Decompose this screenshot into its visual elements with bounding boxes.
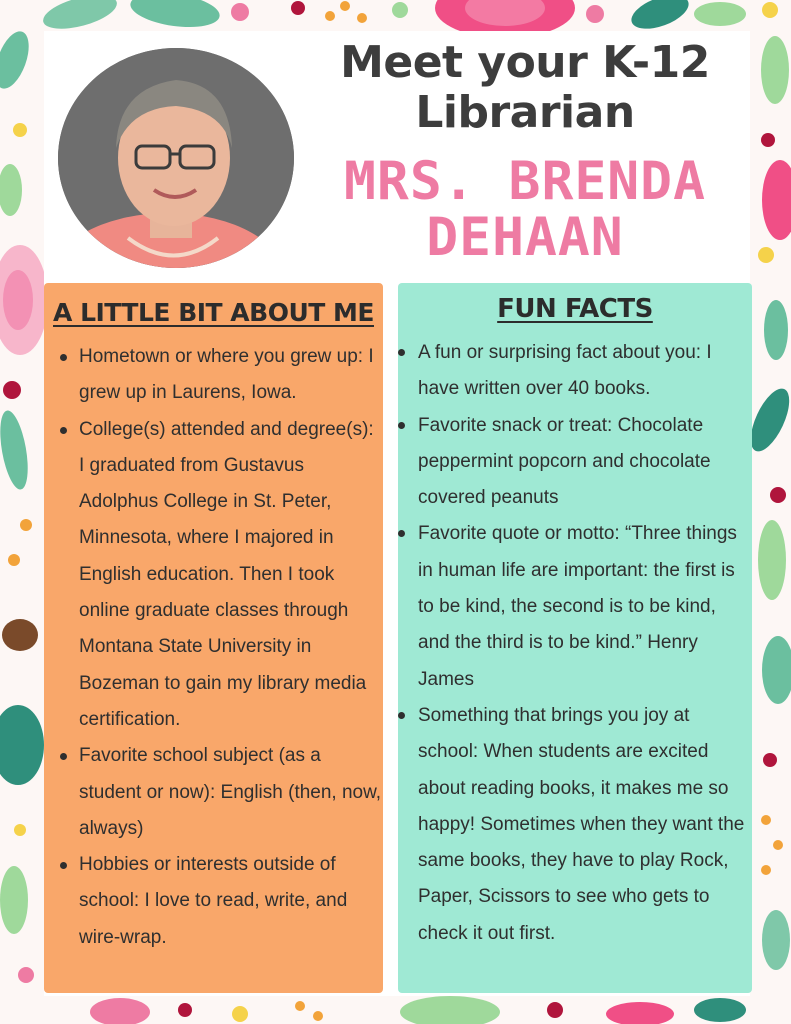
list-item: Hometown or where you grew up: I grew up in Laurens, Iowa. (54, 339, 382, 412)
fun-facts-list (398, 335, 752, 952)
list-item: Favorite school subject (as a student or now): English (then, now, always) (54, 738, 382, 847)
fun-facts-heading: FUN FACTS (497, 294, 653, 324)
list-item: College(s) attended and degree(s): I graduated from Gustavus Adolphus College in St. Peter, Minnesota, where I majored in English education. Then I took online graduate classes through Montana State University in Bozeman to gain my library media certification. (54, 412, 382, 739)
about-me-list (54, 339, 382, 956)
about-me-panel (44, 283, 383, 993)
name-line-2: DEHAAN (426, 207, 624, 268)
list-item: Hobbies or interests outside of school: I love to read, write, and wire-wrap. (54, 847, 382, 956)
name-line-1: MRS. BRENDA (344, 151, 706, 212)
page-title (320, 38, 730, 138)
portrait-photo (58, 48, 294, 268)
list-item: Favorite quote or motto: “Three things in human life are important: the first is to be kind, the second is to be kind, and the third is to be kind.” Henry James (398, 516, 752, 697)
list-item: Something that brings you joy at school: When students are excited about reading books, it makes me so happy! Sometimes when they want the same books, they have to play Rock, Paper, Scissors to see who gets to check it out first. (398, 698, 752, 952)
about-me-heading: A LITTLE BIT ABOUT ME (53, 298, 374, 327)
list-item: Favorite snack or treat: Chocolate peppermint popcorn and chocolate covered peanuts (398, 408, 752, 517)
title-line-1: Meet your K-12 (340, 37, 710, 88)
librarian-name (320, 151, 730, 268)
fun-facts-panel (398, 283, 752, 993)
list-item: A fun or surprising fact about you: I have written over 40 books. (398, 335, 752, 408)
title-line-2: Librarian (415, 87, 635, 138)
